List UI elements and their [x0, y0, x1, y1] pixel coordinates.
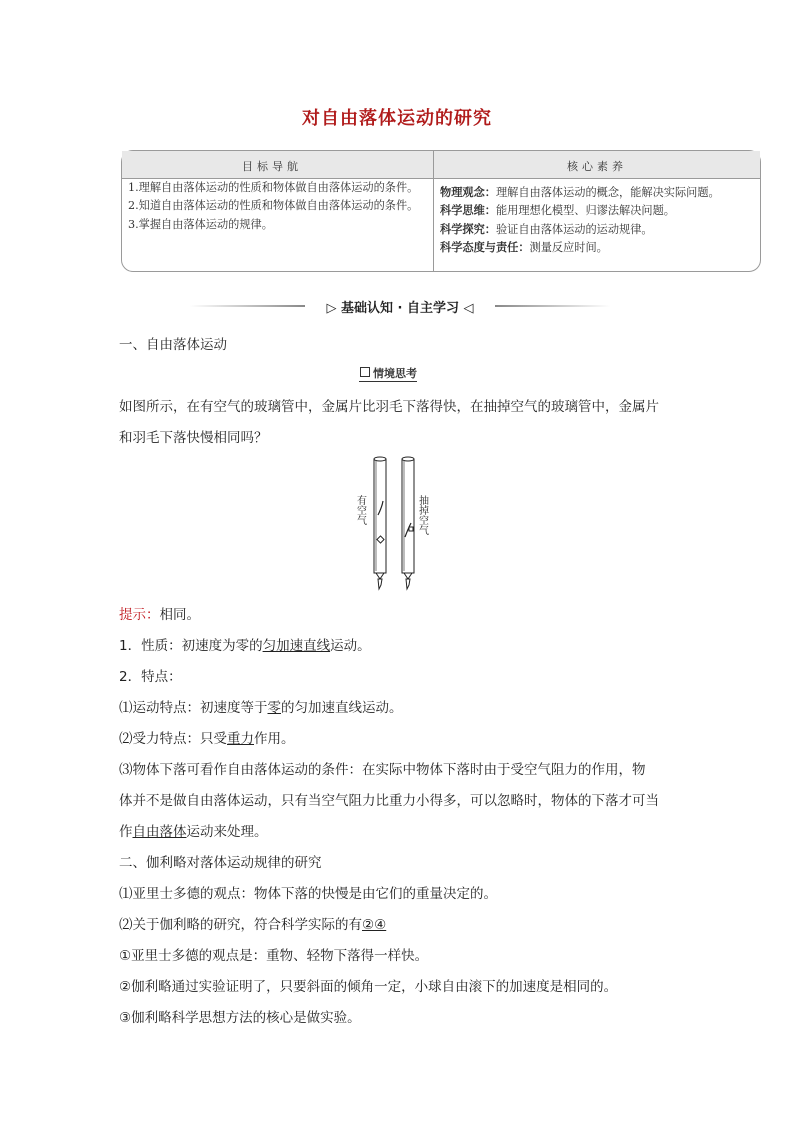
scenario-tag — [359, 365, 417, 382]
paragraph-aristotle: ⑴亚里士多德的观点：物体下落的快慢是由它们的重量决定的。 — [119, 886, 497, 902]
goal-item: 3.掌握自由落体运动的规律。 — [128, 217, 273, 231]
goals-divider — [433, 151, 434, 271]
literacy-item — [440, 184, 750, 202]
banner-line-right — [495, 305, 610, 307]
literacy-text: 理解自由落体运动的概念，能解决实际问题。 — [495, 186, 720, 199]
goal-item: 2.知道自由落体运动的性质和物体做自由落体运动的条件。 — [128, 199, 419, 213]
hint-label: 提示： — [119, 607, 160, 623]
right-tube — [402, 457, 414, 589]
underlined-answer: 自由落体 — [132, 824, 187, 840]
paragraph-property — [119, 634, 371, 654]
left-tube — [374, 457, 386, 589]
hint-text: 相同。 — [159, 607, 200, 623]
text-span: 运动。 — [330, 638, 371, 654]
literacy-label: 科学态度与责任： — [440, 241, 530, 255]
goals-header — [122, 151, 760, 179]
left-tube-label: 有空气 — [354, 495, 366, 525]
literacy-list — [440, 184, 750, 258]
option-1: ①亚里士多德的观点是：重物、轻物下落得一样快。 — [119, 948, 429, 964]
hint-line — [119, 603, 200, 623]
section-banner — [190, 296, 610, 316]
literacy-item — [440, 202, 750, 220]
paragraph-galileo — [119, 913, 386, 933]
paragraph-features: 2．特点： — [119, 669, 182, 685]
goals-table — [121, 150, 761, 272]
section-heading-1: 一、自由落体运动 — [119, 337, 227, 353]
paragraph-condition: ⑶物体下落可看作自由落体运动的条件：在实际中物体下落时由于受空气阻力的作用，物 — [119, 762, 646, 778]
question-line: 如图所示，在有空气的玻璃管中，金属片比羽毛下落得快，在抽掉空气的玻璃管中，金属片 — [119, 399, 659, 415]
underlined-answer: 零 — [267, 700, 281, 716]
literacy-text: 验证自由落体运动的运动规律。 — [495, 222, 653, 236]
literacy-label: 科学探究： — [440, 222, 496, 236]
question-line: 和羽毛下落快慢相同吗？ — [119, 430, 268, 446]
text-span: 作 — [119, 824, 133, 840]
tag-box-icon — [360, 367, 370, 377]
tube-figure — [356, 455, 436, 595]
option-2: ②伽利略通过实验证明了，只要斜面的倾角一定，小球自由滚下的加速度是相同的。 — [119, 979, 618, 995]
goals-list — [128, 179, 428, 234]
paragraph-force — [119, 727, 295, 747]
literacy-text: 测量反应时间。 — [529, 241, 608, 255]
goals-right-header: 核心素养 — [567, 160, 627, 173]
literacy-item — [440, 221, 750, 239]
text-span: 1．性质：初速度为零的 — [119, 638, 263, 654]
underlined-answer: 匀加速直线 — [262, 638, 331, 654]
banner-text: ▷ 基础认知 · 自主学习 ◁ — [326, 301, 474, 316]
underlined-answer: 重力 — [227, 731, 254, 747]
text-span: 运动来处理。 — [186, 824, 268, 840]
tag-text: 情境思考 — [373, 367, 417, 380]
goals-left-header: 目标导航 — [242, 160, 302, 173]
text-span: 的匀加速直线运动。 — [281, 700, 403, 716]
right-tube-label: 抽掉空气 — [416, 495, 428, 535]
page-title: 对自由落体运动的研究 — [302, 108, 492, 129]
option-3: ③伽利略科学思想方法的核心是做实验。 — [119, 1010, 361, 1026]
paragraph-condition: 体并不是做自由落体运动，只有当空气阻力比重力小得多，可以忽略时，物体的下落才可当 — [119, 793, 659, 809]
section-heading-2: 二、伽利略对落体运动规律的研究 — [119, 855, 322, 871]
literacy-item — [440, 239, 750, 257]
goal-item: 1.理解自由落体运动的性质和物体做自由落体运动的条件。 — [128, 181, 419, 194]
literacy-label: 科学思维： — [440, 204, 496, 218]
literacy-text: 能用理想化模型、归谬法解决问题。 — [495, 204, 675, 218]
literacy-label: 物理观念： — [440, 186, 496, 199]
underlined-answer: ②④ — [362, 917, 387, 933]
text-span: ⑵关于伽利略的研究，符合科学实际的有 — [119, 917, 362, 933]
text-span: ⑴运动特点：初速度等于 — [119, 700, 268, 716]
text-span: ⑵受力特点：只受 — [119, 731, 227, 747]
text-span: 作用。 — [254, 731, 295, 747]
paragraph-condition — [119, 820, 268, 840]
paragraph-motion — [119, 696, 403, 716]
